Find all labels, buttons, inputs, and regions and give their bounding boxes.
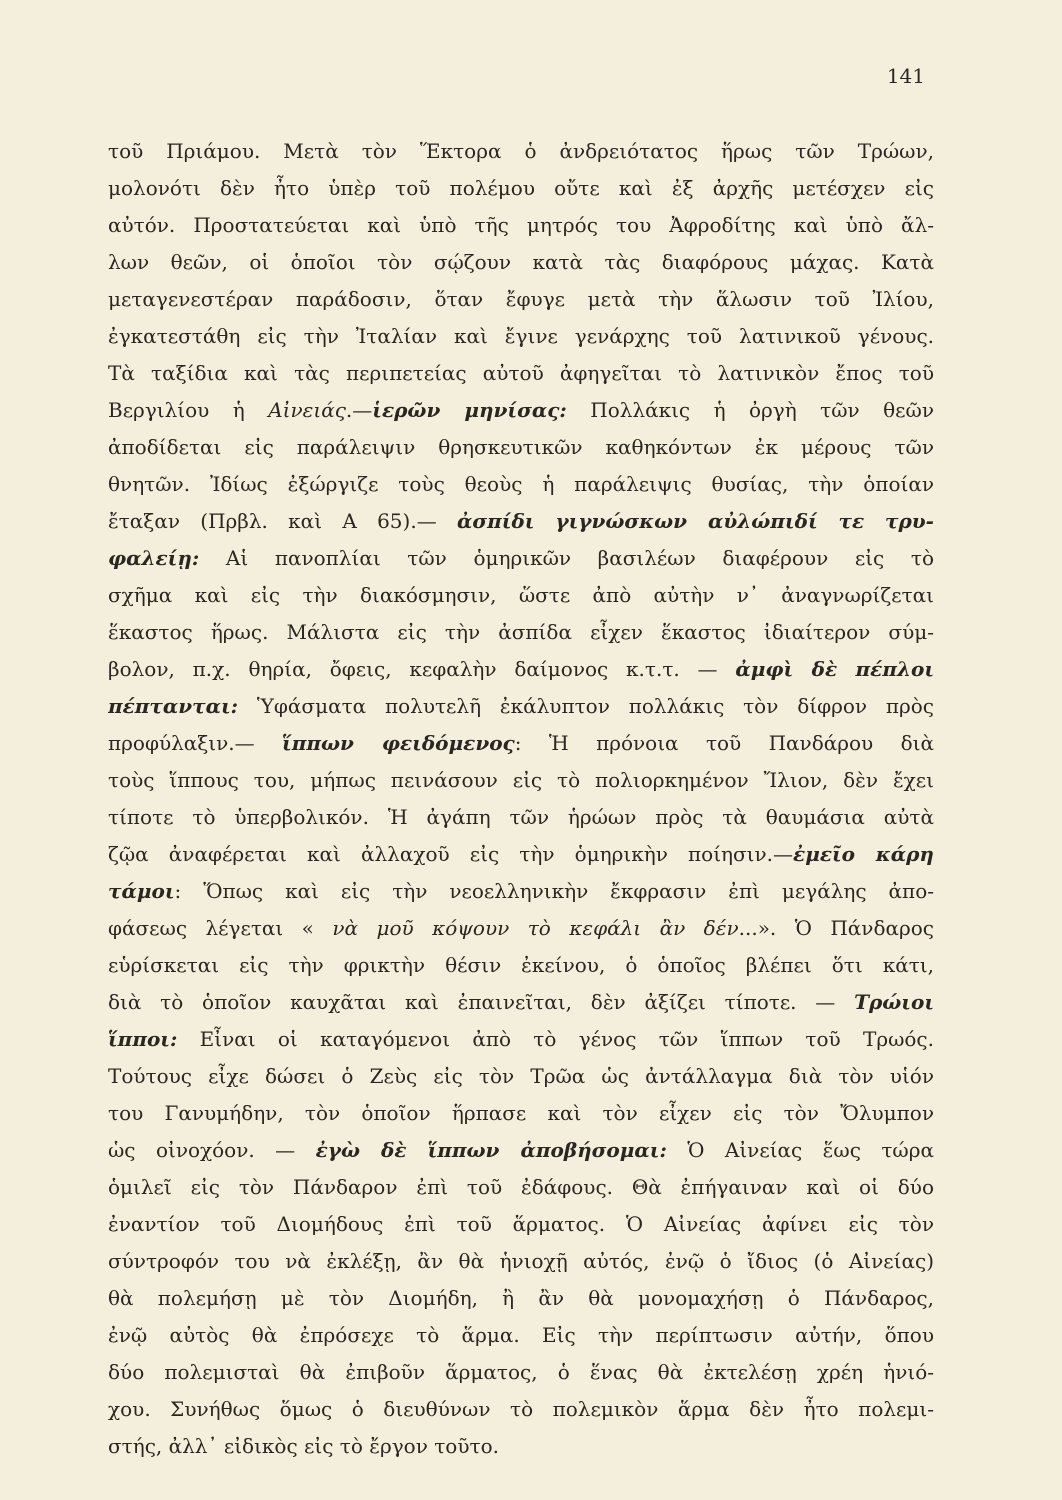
text-line [108, 799, 934, 836]
text-line [108, 725, 934, 762]
line-segment: προφύλαξιν.— [108, 731, 283, 755]
line-segment: Βεργιλίου ἡ [108, 398, 269, 422]
text-line [108, 133, 934, 170]
lemma-phrase: ἱερῶν μηνίσας: [372, 398, 567, 422]
line-segment: τοὺς ἵππους του, μήπως πεινάσουν εἰς τὸ πολιορκημένον Ἴλιον, δὲν ἔχει [108, 768, 934, 792]
text-line [108, 651, 934, 688]
lemma-phrase: ἵπποι: [108, 1027, 178, 1051]
line-segment: διὰ τὸ ὁποῖον καυχᾶται καὶ ἐπαινεῖται, δὲν ἀξίζει τίποτε. — [108, 990, 855, 1014]
line-segment: εὑρίσκεται εἰς τὴν φρικτὴν θέσιν ἐκείνου, ὁ ὁποῖος βλέπει ὅτι κάτι, [108, 953, 934, 977]
italic-phrase: νὰ μοῦ κόψουν τὸ κεφάλι ἂν δέν [332, 916, 739, 940]
text-line [108, 984, 934, 1021]
lemma-phrase: τάμοι [108, 879, 175, 903]
line-segment: ὁμιλεῖ εἰς τὸν Πάνδαρον ἐπὶ τοῦ ἐδάφους. Θὰ ἐπήγαιναν καὶ οἱ δύο [108, 1175, 934, 1199]
line-segment: Αἱ πανοπλίαι τῶν ὁμηρικῶν βασιλέων διαφέρουν εἰς τὸ [199, 546, 934, 570]
line-segment: σύντροφόν του νὰ ἐκλέξῃ, ἂν θὰ ἡνιοχῇ αὐτός, ἐνῷ ὁ ἴδιος (ὁ Αἰνείας) [108, 1249, 934, 1273]
line-segment: φάσεως λέγεται « [108, 916, 333, 940]
line-segment: τίποτε τὸ ὑπερβολικόν. Ἡ ἀγάπη τῶν ἡρώων πρὸς τὰ θαυμάσια αὐτὰ [108, 805, 934, 829]
line-segment: αὐτόν. Προστατεύεται καὶ ὑπὸ τῆς μητρός του Ἀφροδίτης καὶ ὑπὸ ἄλ- [108, 213, 934, 237]
body-text [108, 133, 934, 1465]
line-segment: Τούτους εἶχε δώσει ὁ Ζεὺς εἰς τὸν Τρῶα ὡς ἀντάλλαγμα διὰ τὸν υἱόν [108, 1064, 934, 1088]
text-line [108, 281, 934, 318]
text-line [108, 429, 934, 466]
text-line [108, 503, 934, 540]
text-line [108, 947, 934, 984]
line-segment: θνητῶν. Ἰδίως ἐξώργιζε τοὺς θεοὺς ἡ παράλειψις θυσίας, τὴν ὁποίαν [108, 472, 934, 496]
line-segment: .— [345, 398, 373, 422]
lemma-phrase: ἐγὼ δὲ ἵππων ἀποβήσομαι: [315, 1138, 667, 1162]
line-segment: ἕκαστος ἥρως. Μάλιστα εἰς τὴν ἀσπίδα εἶχεν ἕκαστος ἰδιαίτερον σύμ- [108, 620, 934, 644]
text-line [108, 207, 934, 244]
line-segment: : Ὅπως καὶ εἰς τὴν νεοελληνικὴν ἔκφρασιν ἐπὶ μεγάλης ἀπο- [174, 879, 934, 903]
lemma-phrase: ἀσπίδι γιγνώσκων αὐλώπιδί τε τρυ- [457, 509, 934, 533]
text-line [108, 1132, 934, 1169]
text-line [108, 540, 934, 577]
line-segment: σχῆμα καὶ εἰς τὴν διακόσμησιν, ὥστε ἀπὸ αὐτὴν ν᾽ ἀναγνωρίζεται [108, 583, 934, 607]
line-segment: ἀποδίδεται εἰς παράλειψιν θρησκευτικῶν καθηκόντων ἐκ μέρους τῶν [108, 435, 934, 459]
text-line [108, 466, 934, 503]
line-segment: ...». Ὁ Πάνδαρος [738, 916, 934, 940]
text-line [108, 170, 934, 207]
line-segment: τοῦ Πριάμου. Μετὰ τὸν Ἕκτορα ὁ ἀνδρειότατος ἥρως τῶν Τρώων, [108, 139, 934, 163]
italic-phrase: Αἰνειάς [268, 398, 346, 422]
line-segment: Τὰ ταξίδια καὶ τὰς περιπετείας αὐτοῦ ἀφηγεῖται τὸ λατινικὸν ἔπος τοῦ [108, 361, 934, 385]
line-segment: ἔταξαν (Πρβλ. καὶ Α 65).— [108, 509, 457, 533]
line-segment: δύο πολεμισταὶ θὰ ἐπιβοῦν ἅρματος, ὁ ἕνας θὰ ἐκτελέσῃ χρέη ἡνιό- [108, 1360, 934, 1384]
lemma-phrase: ἵππων φειδόμενος [282, 731, 515, 755]
line-segment: του Γανυμήδην, τὸν ὁποῖον ἥρπασε καὶ τὸν εἶχεν εἰς τὸν Ὄλυμπον [108, 1101, 934, 1125]
text-line [108, 1095, 934, 1132]
text-line [108, 577, 934, 614]
line-segment: χου. Συνήθως ὅμως ὁ διευθύνων τὸ πολεμικὸν ἅρμα δὲν ἦτο πολεμι- [108, 1397, 934, 1421]
line-segment: ζῷα ἀναφέρεται καὶ ἀλλαχοῦ εἰς τὴν ὁμηρικὴν ποίησιν.— [108, 842, 794, 866]
text-line [108, 614, 934, 651]
text-line [108, 318, 934, 355]
line-segment: στής, ἀλλ᾽ εἰδικὸς εἰς τὸ ἔργον τοῦτο. [108, 1434, 499, 1458]
line-segment: Πολλάκις ἡ ὀργὴ τῶν θεῶν [566, 398, 934, 422]
line-segment: θὰ πολεμήσῃ μὲ τὸν Διομήδη, ἢ ἂν θὰ μονομαχήσῃ ὁ Πάνδαρος, [108, 1286, 934, 1310]
page-number: 141 [886, 64, 925, 88]
text-line [108, 355, 934, 392]
text-line [108, 1021, 934, 1058]
text-line [108, 873, 934, 910]
text-line [108, 1243, 934, 1280]
line-segment: ἐνῷ αὐτὸς θὰ ἐπρόσεχε τὸ ἅρμα. Εἰς τὴν περίπτωσιν αὐτήν, ὅπου [108, 1323, 934, 1347]
line-segment: ἐναντίον τοῦ Διομήδους ἐπὶ τοῦ ἅρματος. Ὁ Αἰνείας ἀφίνει εἰς τὸν [108, 1212, 934, 1236]
text-line [108, 688, 934, 725]
text-line [108, 392, 934, 429]
line-segment: Ὁ Αἰνείας ἕως τώρα [666, 1138, 934, 1162]
lemma-phrase: ἀμφὶ δὲ πέπλοι [735, 657, 934, 681]
text-line [108, 1428, 934, 1465]
line-segment: βολον, π.χ. θηρία, ὄφεις, κεφαλὴν δαίμονος κ.τ.τ. — [108, 657, 736, 681]
text-line [108, 1391, 934, 1428]
text-line [108, 244, 934, 281]
text-line [108, 1280, 934, 1317]
line-segment: Ὑφάσματα πολυτελῆ ἐκάλυπτον πολλάκις τὸν δίφρον πρὸς [238, 694, 934, 718]
line-segment: Εἶναι οἱ καταγόμενοι ἀπὸ τὸ γένος τῶν ἵππων τοῦ Τρωός. [177, 1027, 934, 1051]
line-segment: μεταγενεστέραν παράδοσιν, ὅταν ἔφυγε μετὰ τὴν ἅλωσιν τοῦ Ἰλίου, [108, 287, 934, 311]
text-line [108, 1317, 934, 1354]
text-line [108, 1169, 934, 1206]
line-segment: μολονότι δὲν ἦτο ὑπὲρ τοῦ πολέμου οὔτε καὶ ἐξ ἀρχῆς μετέσχεν εἰς [108, 176, 934, 200]
text-line [108, 1354, 934, 1391]
line-segment: ὡς οἰνοχόον. — [108, 1138, 316, 1162]
text-line [108, 910, 934, 947]
line-segment: : Ἡ πρόνοια τοῦ Πανδάρου διὰ [514, 731, 934, 755]
lemma-phrase: Τρώιοι [854, 990, 934, 1014]
text-line [108, 1206, 934, 1243]
text-line [108, 836, 934, 873]
text-line [108, 762, 934, 799]
lemma-phrase: πέπτανται: [108, 694, 239, 718]
text-line [108, 1058, 934, 1095]
line-segment: λων θεῶν, οἱ ὁποῖοι τὸν σῴζουν κατὰ τὰς διαφόρους μάχας. Κατὰ [108, 250, 934, 274]
lemma-phrase: φαλείῃ: [108, 546, 200, 570]
line-segment: ἐγκατεστάθη εἰς τὴν Ἰταλίαν καὶ ἔγινε γενάρχης τοῦ λατινικοῦ γένους. [108, 324, 934, 348]
lemma-phrase: ἐμεῖο κάρη [793, 842, 934, 866]
